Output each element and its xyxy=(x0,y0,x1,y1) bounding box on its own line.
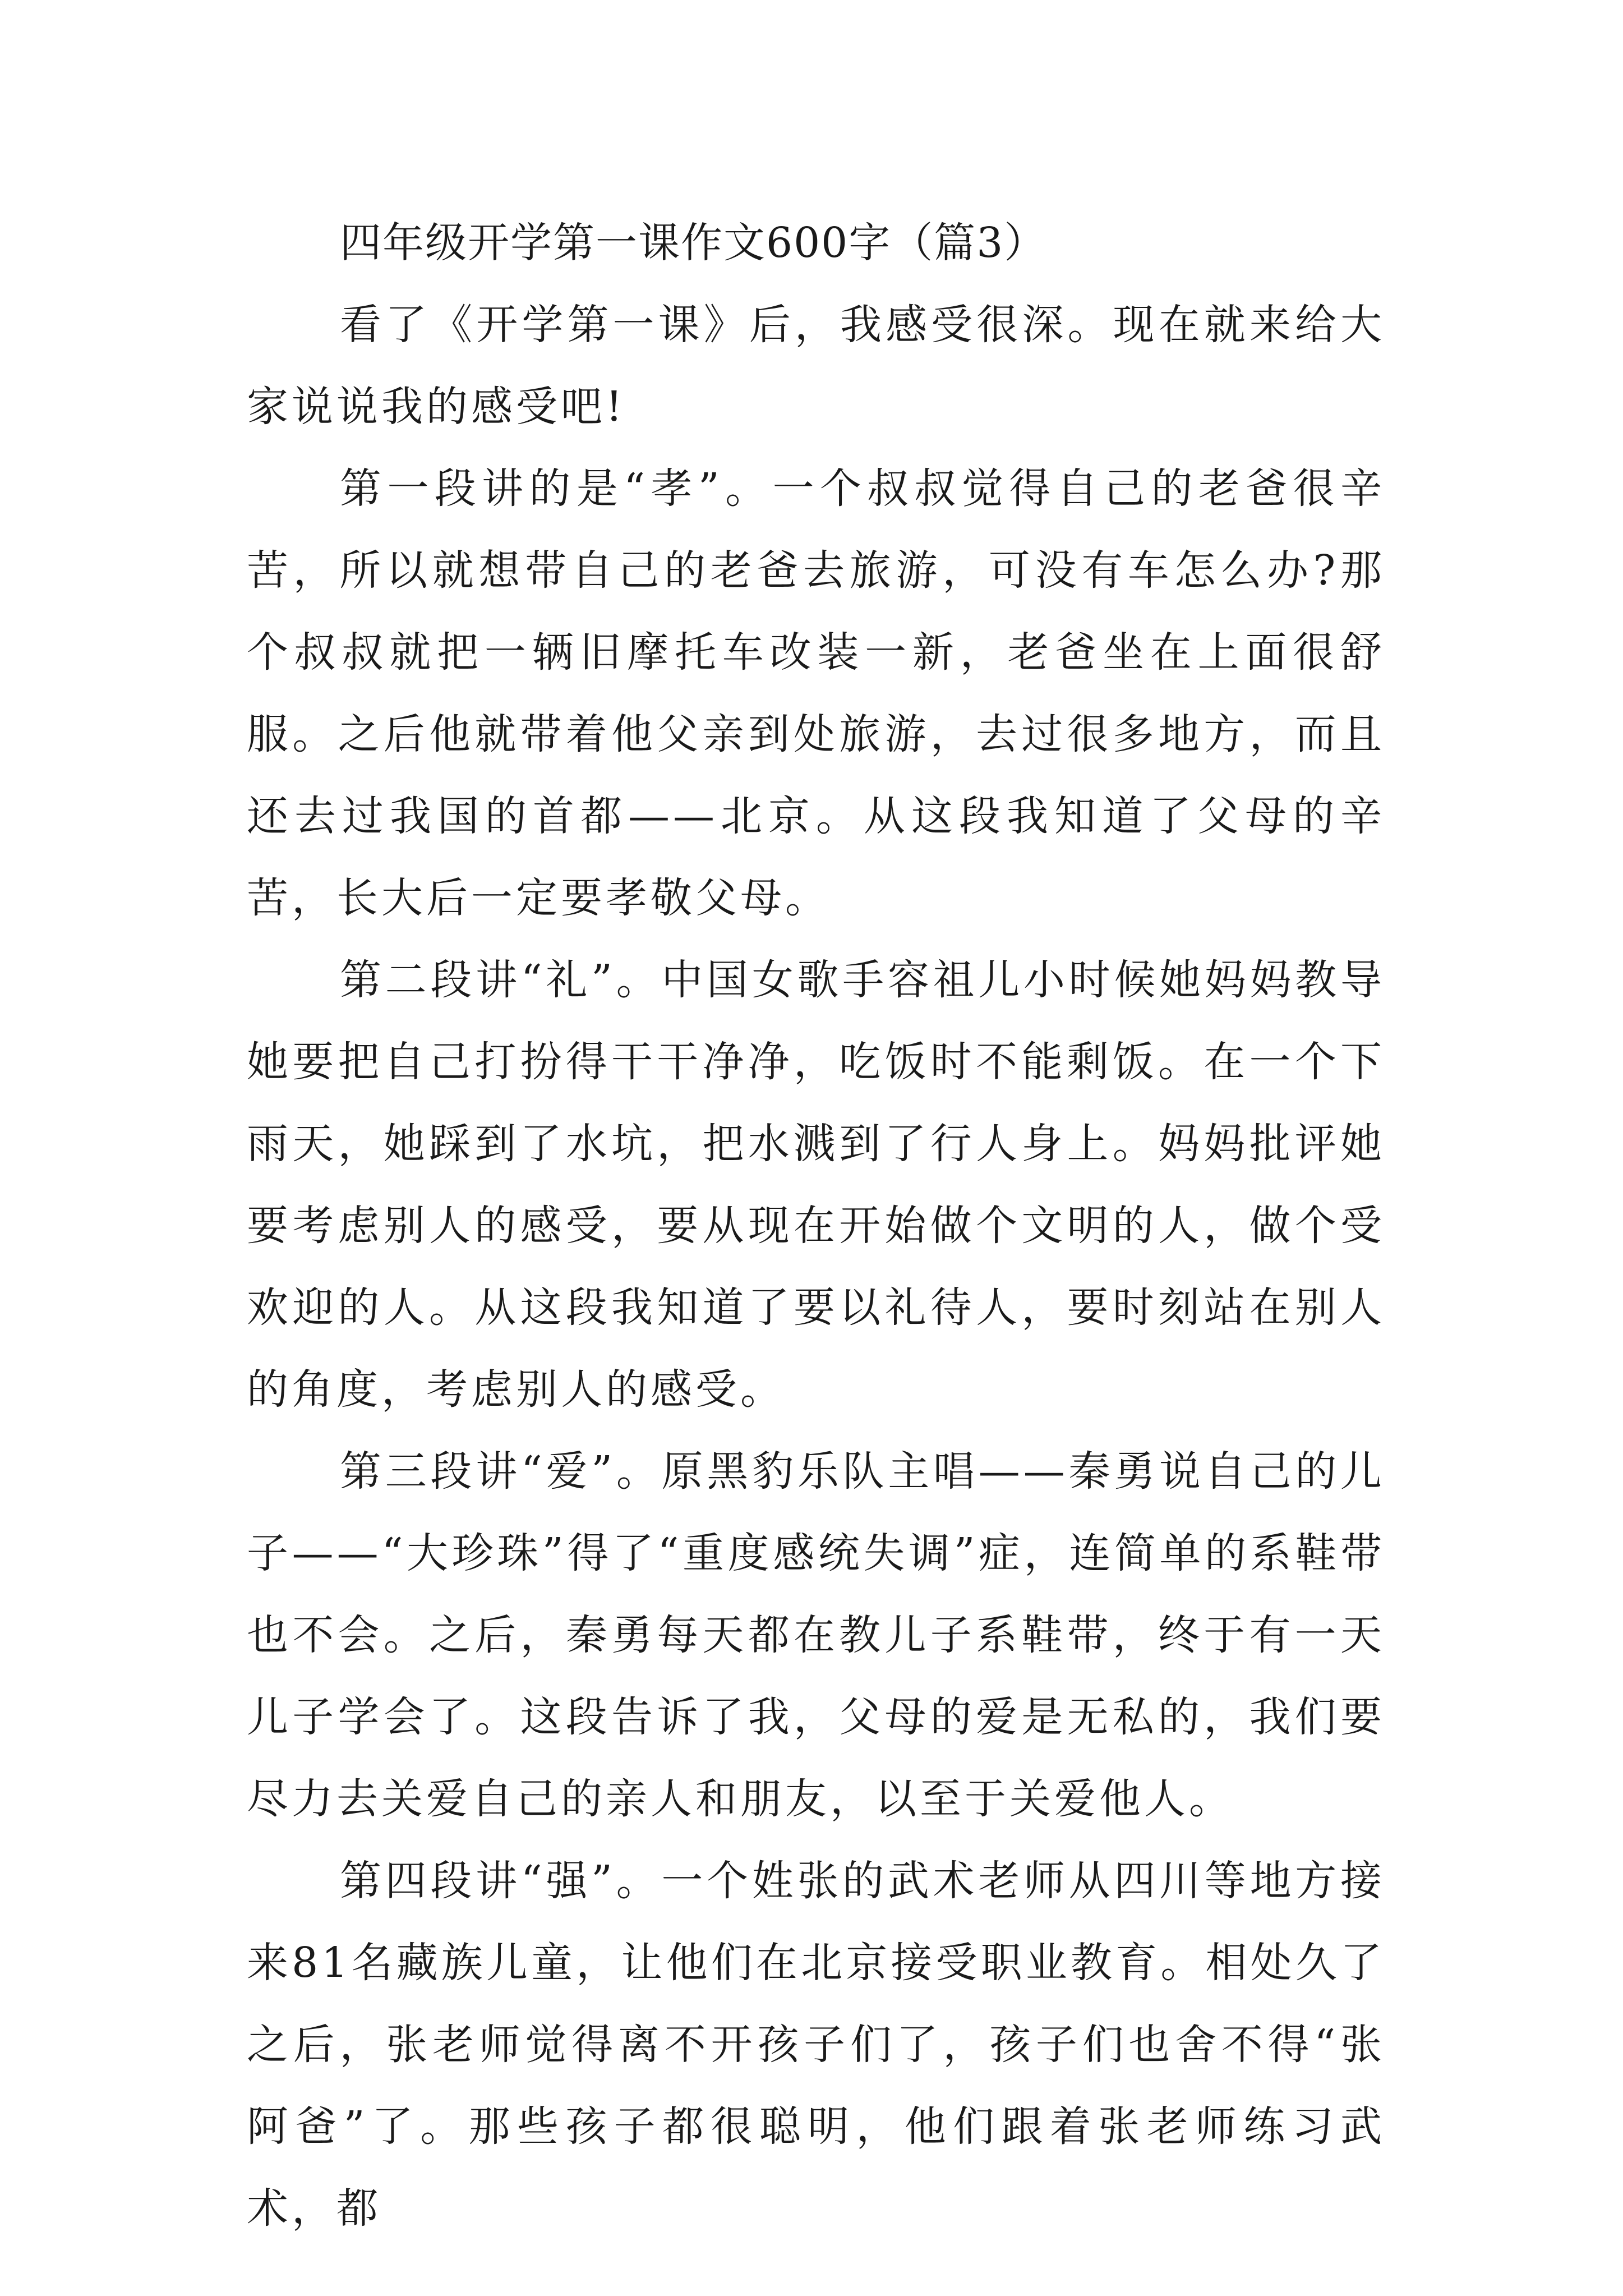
paragraph-love: 第三段讲“爱”。原黑豹乐队主唱——秦勇说自己的儿子——“大珍珠”得了“重度感统失调”症，连简单的系鞋带也不会。之后，秦勇每天都在教儿子系鞋带，终于有一天儿子学会了。这段告诉了我，父母的爱是无私的，我们要尽力去关爱自己的亲人和朋友，以至于关爱他人。 xyxy=(247,1447,1385,1823)
paragraph-courtesy: 第二段讲“礼”。中国女歌手容祖儿小时候她妈妈教导她要把自己打扮得干干净净，吃饭时不能剩饭。在一个下雨天，她踩到了水坑，把水溅到了行人身上。妈妈批评她要考虑别人的感受，要从现在开始做个文明的人，做个受欢迎的人。从这段我知道了要以礼待人，要时刻站在别人的角度，考虑别人的感受。 xyxy=(247,956,1385,1414)
paragraph-intro: 看了《开学第一课》后，我感受很深。现在就来给大家说说我的感受吧! xyxy=(247,301,1385,431)
paragraph-filial-piety: 第一段讲的是“孝”。一个叔叔觉得自己的老爸很辛苦，所以就想带自己的老爸去旅游，可没有车怎么办?那个叔叔就把一辆旧摩托车改装一新，老爸坐在上面很舒服。之后他就带着他父亲到处旅游，去过很多地方，而且还去过我国的首都——北京。从这段我知道了父母的辛苦，长大后一定要孝敬父母。 xyxy=(247,464,1385,922)
document-body xyxy=(247,202,1385,2249)
document-title: 四年级开学第一课作文600字（篇3） xyxy=(340,219,1047,267)
paragraph-strength: 第四段讲“强”。一个姓张的武术老师从四川等地方接来81名藏族儿童，让他们在北京接受职业教育。相处久了之后，张老师觉得离不开孩子们了，孩子们也舍不得“张阿爸”了。那些孩子都很聪明，他们跟着张老师练习武术，都 xyxy=(247,1857,1385,2233)
